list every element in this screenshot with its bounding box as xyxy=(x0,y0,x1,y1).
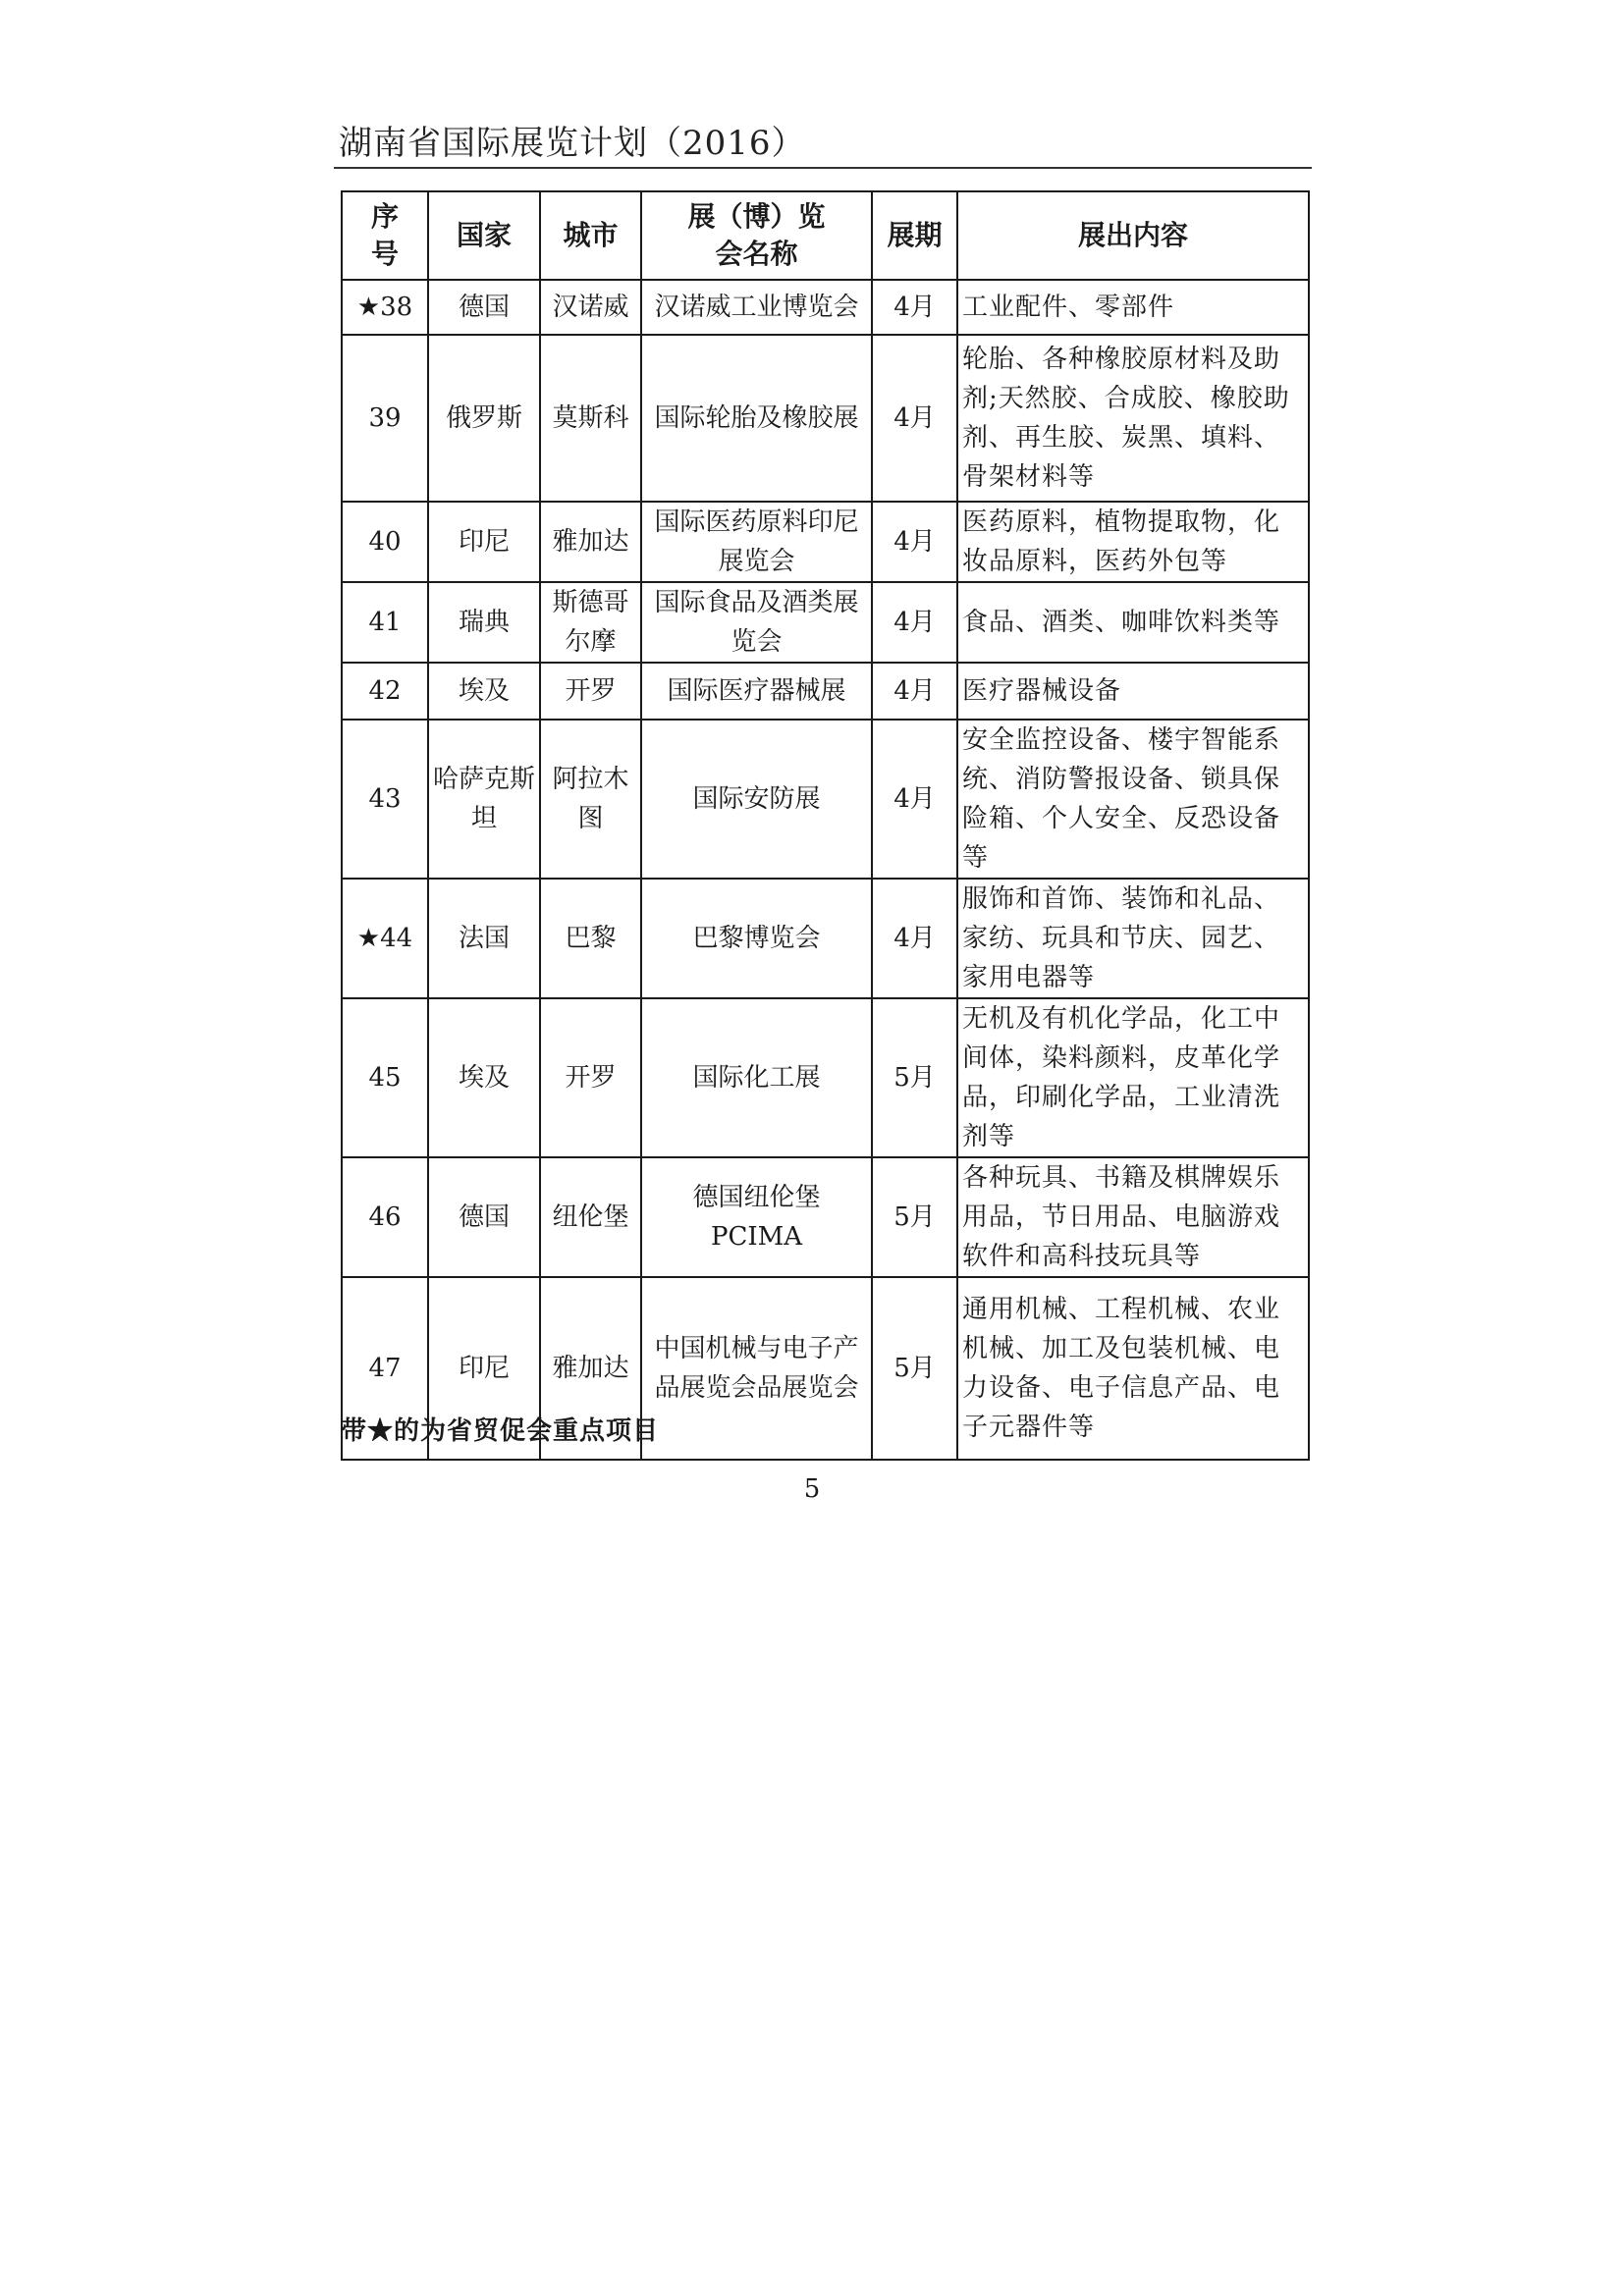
cell-no: 40 xyxy=(342,502,428,582)
cell-country: 埃及 xyxy=(428,998,540,1157)
col-header-name: 展（博）览会名称 xyxy=(641,191,872,280)
cell-country: 德国 xyxy=(428,280,540,335)
cell-no: 39 xyxy=(342,335,428,502)
cell-name: 国际医药原料印尼展览会 xyxy=(641,502,872,582)
cell-name: 国际化工展 xyxy=(641,998,872,1157)
cell-content: 各种玩具、书籍及棋牌娱乐用品，节日用品、电脑游戏软件和高科技玩具等 xyxy=(957,1157,1309,1277)
cell-no: 42 xyxy=(342,663,428,720)
cell-period: 4月 xyxy=(872,335,957,502)
cell-country: 法国 xyxy=(428,879,540,998)
cell-country: 俄罗斯 xyxy=(428,335,540,502)
cell-country: 埃及 xyxy=(428,663,540,720)
table-row xyxy=(342,720,1309,879)
cell-content: 食品、酒类、咖啡饮料类等 xyxy=(957,582,1309,663)
header-rule xyxy=(334,167,1312,169)
table-row xyxy=(342,998,1309,1157)
cell-no: ★44 xyxy=(342,879,428,998)
col-header-content: 展出内容 xyxy=(957,191,1309,280)
table-row xyxy=(342,502,1309,582)
cell-period: 4月 xyxy=(872,582,957,663)
cell-name: 国际食品及酒类展览会 xyxy=(641,582,872,663)
cell-period: 4月 xyxy=(872,502,957,582)
cell-country: 印尼 xyxy=(428,1277,540,1460)
cell-name: 中国机械与电子产品展览会品展览会 xyxy=(641,1277,872,1460)
cell-period: 5月 xyxy=(872,998,957,1157)
cell-country: 印尼 xyxy=(428,502,540,582)
cell-city: 莫斯科 xyxy=(540,335,641,502)
cell-city: 纽伦堡 xyxy=(540,1157,641,1277)
cell-city: 开罗 xyxy=(540,998,641,1157)
cell-city: 开罗 xyxy=(540,663,641,720)
cell-period: 5月 xyxy=(872,1157,957,1277)
cell-no: 46 xyxy=(342,1157,428,1277)
table-row xyxy=(342,663,1309,720)
page-header-title: 湖南省国际展览计划（2016） xyxy=(339,124,806,163)
cell-period: 4月 xyxy=(872,280,957,335)
cell-content: 安全监控设备、楼宇智能系统、消防警报设备、锁具保险箱、个人安全、反恐设备等 xyxy=(957,720,1309,879)
cell-period: 4月 xyxy=(872,663,957,720)
cell-content: 无机及有机化学品，化工中间体，染料颜料，皮革化学品，印刷化学品，工业清洗剂等 xyxy=(957,998,1309,1157)
col-header-no: 序号 xyxy=(342,191,428,280)
cell-name: 国际轮胎及橡胶展 xyxy=(641,335,872,502)
cell-name: 国际医疗器械展 xyxy=(641,663,872,720)
col-header-period: 展期 xyxy=(872,191,957,280)
page-number: 5 xyxy=(803,1474,821,1504)
table-row xyxy=(342,280,1309,335)
cell-content: 医疗器械设备 xyxy=(957,663,1309,720)
cell-country: 哈萨克斯坦 xyxy=(428,720,540,879)
footnote: 带★的为省贸促会重点项目 xyxy=(341,1416,660,1446)
cell-city: 汉诺威 xyxy=(540,280,641,335)
cell-content: 通用机械、工程机械、农业机械、加工及包装机械、电力设备、电子信息产品、电子元器件等 xyxy=(957,1277,1309,1460)
cell-no: 43 xyxy=(342,720,428,879)
cell-city: 雅加达 xyxy=(540,1277,641,1460)
cell-city: 雅加达 xyxy=(540,502,641,582)
cell-no: 41 xyxy=(342,582,428,663)
table-row xyxy=(342,879,1309,998)
cell-city: 阿拉木图 xyxy=(540,720,641,879)
cell-content: 轮胎、各种橡胶原材料及助剂;天然胶、合成胶、橡胶助剂、再生胶、炭黑、填料、骨架材料等 xyxy=(957,335,1309,502)
cell-period: 4月 xyxy=(872,720,957,879)
cell-country: 瑞典 xyxy=(428,582,540,663)
cell-no: 47 xyxy=(342,1277,428,1460)
col-header-city: 城市 xyxy=(540,191,641,280)
cell-period: 5月 xyxy=(872,1277,957,1460)
cell-period: 4月 xyxy=(872,879,957,998)
cell-no: ★38 xyxy=(342,280,428,335)
cell-city: 巴黎 xyxy=(540,879,641,998)
cell-no: 45 xyxy=(342,998,428,1157)
exhibition-table xyxy=(341,190,1310,1461)
table-row xyxy=(342,582,1309,663)
table-row xyxy=(342,335,1309,502)
cell-country: 德国 xyxy=(428,1157,540,1277)
table-header-row xyxy=(342,191,1309,280)
cell-name: 国际安防展 xyxy=(641,720,872,879)
table-row xyxy=(342,1157,1309,1277)
cell-name: 汉诺威工业博览会 xyxy=(641,280,872,335)
cell-name: 德国纽伦堡PCIMA xyxy=(641,1157,872,1277)
col-header-country: 国家 xyxy=(428,191,540,280)
cell-content: 工业配件、零部件 xyxy=(957,280,1309,335)
cell-content: 服饰和首饰、装饰和礼品、家纺、玩具和节庆、园艺、家用电器等 xyxy=(957,879,1309,998)
cell-content: 医药原料，植物提取物，化妆品原料，医药外包等 xyxy=(957,502,1309,582)
cell-city: 斯德哥尔摩 xyxy=(540,582,641,663)
cell-name: 巴黎博览会 xyxy=(641,879,872,998)
